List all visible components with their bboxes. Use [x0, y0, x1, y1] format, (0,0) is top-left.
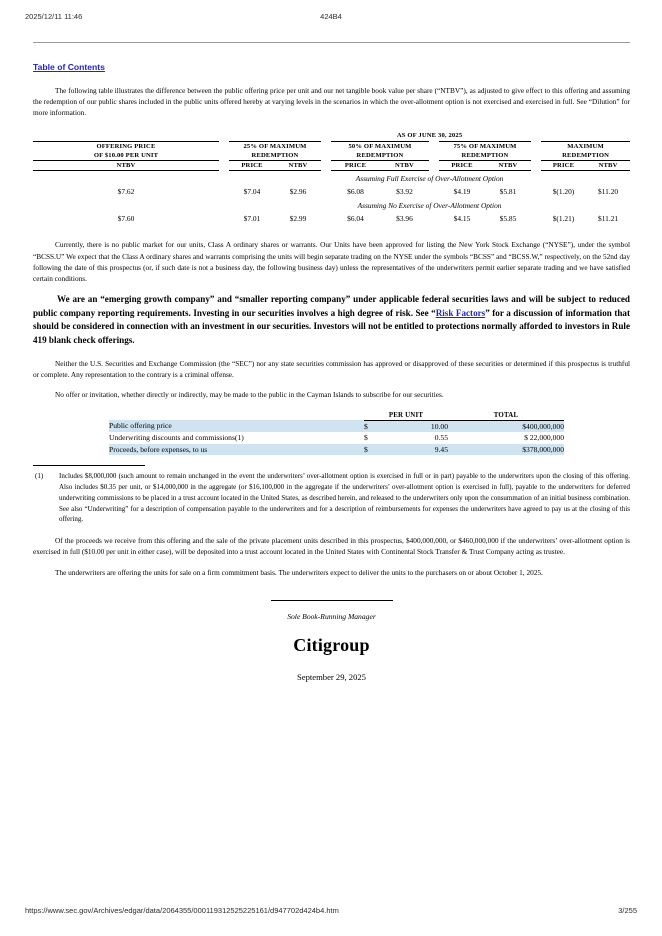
pricing-label-public-offering-price: Public offering price	[109, 420, 364, 432]
prospectus-date: September 29, 2025	[297, 671, 366, 682]
dilution-value-offering-ntbv-0: $7.62	[117, 187, 135, 197]
dilution-asof-row	[33, 132, 630, 142]
dilution-value-0-5: $5.81	[499, 187, 517, 197]
dilution-table-container	[33, 132, 630, 226]
dilution-sub-50-ntbv: NTBV	[380, 160, 429, 171]
cayman-islands-paragraph: No offer or invitation, whether directly or indirectly, may be made to the public in the Cayman Islands to subscribe for our securities.	[55, 390, 444, 400]
dilution-group-header-50: 50% OF MAXIMUM REDEMPTION	[331, 141, 429, 160]
dilution-value-0-3: $3.92	[396, 187, 413, 197]
pricing-total-2: $378,000,000	[448, 444, 564, 456]
underwriter-name: Citigroup	[293, 634, 370, 655]
emerging-growth-company-paragraph	[33, 293, 630, 347]
table-row	[109, 432, 564, 444]
pricing-label-underwriting-discounts: Underwriting discounts and commissions(1)	[109, 432, 364, 444]
pricing-currency-0: $	[364, 420, 378, 432]
market-paragraph: Currently, there is no public market for our units, Class A ordinary shares or warrants. Our Units have been approved for listing the New York Stock Exchange (“NYSE”), under the symbol “BCSS.U” We expect that the Class A ordinary shares and warrants comprising the units will begin separate trading on the NYSE under the symbols “BCSS” and “BCSS.W,” respectively, on the 52nd day following the date of this prospectus (or, if such date is not a business day, the following business day) unless the representatives of the underwriters permit earlier separate trading and we have satisfied certain conditions.	[33, 240, 630, 284]
dilution-sub-25-price: PRICE	[229, 160, 275, 171]
dilution-sub-header-row	[33, 160, 630, 171]
dilution-value-1-4: $4.15	[453, 214, 471, 224]
proceeds-paragraph: Of the proceeds we receive from this offering and the sale of the private placement units described in this prospectus, $400,000,000, or $460,000,000 if the underwriters’ over-allotment option is exercised in full ($10.00 per unit in either case), will be deposited into a trust account located in the United States with Continental Stock Transfer & Trust Company acting as trustee.	[33, 536, 630, 557]
pricing-total-0: $400,000,000	[448, 420, 564, 432]
egc-text-part2: ” for a discussion of information that should be considered in connection with an investment in our securities. Investors will not be entitled to protections normally afforded to investors in Rule 419 blank check offerings.	[33, 307, 630, 346]
dilution-sub-max-ntbv: NTBV	[586, 160, 630, 171]
pricing-per-unit-2: 9.45	[378, 444, 448, 456]
dilution-value-1-6: $(1.21)	[552, 214, 575, 224]
dilution-sub-75-price: PRICE	[439, 160, 485, 171]
footnote-text: Includes $8,000,000 (such amount to remain unchanged in the event the underwriters’ over-allotment option is exercised in full or in part) payable to the underwriters upon the closing of this offering. Also includes $0.35 per unit, or $14,000,000 in the aggregate (or $16,100,000 in the aggregate if the underwriters’ over-allotment option is exercised in full), payable to the underwriters for deferred underwriting commissions to be placed in a trust account located in the United States, as described herein, and released to the underwriters only upon the consummation of an initial business combination. See also “Underwriting” for a description of compensation payable to the underwriters and for a description of reimbursements for expenses the underwriters have agreed to pay us at the closing of this offering.	[59, 472, 630, 524]
table-row	[109, 444, 564, 456]
dilution-value-0-4: $4.19	[453, 187, 471, 197]
dilution-section-caption-row	[33, 198, 630, 212]
pricing-header-row	[109, 412, 564, 420]
pricing-total-1: $ 22,000,000	[448, 432, 564, 444]
dilution-value-1-3: $3.96	[396, 214, 413, 224]
footnote-row	[33, 471, 630, 525]
dilution-value-0-1: $2.96	[289, 187, 307, 197]
dilution-group-header-row	[33, 141, 630, 160]
dilution-sub-75-ntbv: NTBV	[485, 160, 531, 171]
dilution-table	[33, 132, 630, 226]
pricing-table	[109, 412, 564, 455]
table-row	[33, 212, 630, 225]
dilution-value-1-7: $11.21	[598, 214, 619, 224]
dilution-value-1-5: $5.85	[499, 214, 517, 224]
page-number: 3/255	[618, 906, 637, 915]
table-row	[109, 420, 564, 432]
pricing-label-proceeds: Proceeds, before expenses, to us	[109, 444, 364, 456]
manager-block	[33, 600, 630, 682]
dilution-group-header-max: MAXIMUM REDEMPTION	[541, 141, 630, 160]
pricing-per-unit-1: 0.55	[378, 432, 448, 444]
pricing-currency-1: $	[364, 432, 378, 444]
dilution-value-0-2: $6.08	[347, 187, 364, 197]
dilution-value-1-2: $6.04	[347, 214, 364, 224]
dilution-sub-ntbv: NTBV	[33, 160, 219, 171]
sec-disclaimer-paragraph: Neither the U.S. Securities and Exchange Commission (the “SEC”) nor any state securities commission has approved or disapproved of these securities or determined if this prospectus is truthful or complete. Any representation to the contrary is a criminal offense.	[33, 358, 630, 379]
dilution-value-0-6: $(1.20)	[552, 187, 575, 197]
dilution-group-header-75: 75% OF MAXIMUM REDEMPTION	[439, 141, 531, 160]
intro-paragraph: The following table illustrates the difference between the public offering price per unit and our net tangible book value per share (“NTBV”), as adjusted to give effect to this offering and assuming the redemption of our public shares included in the public units offered hereby at varying levels in the scenarios in which the over-allotment option is not exercised and exercised in full. See “Dilution” for more information.	[33, 86, 630, 118]
sole-book-running-manager-label: Sole Book-Running Manager	[287, 611, 376, 621]
pricing-currency-2: $	[364, 444, 378, 456]
dilution-group-header-25: 25% OF MAXIMUM REDEMPTION	[229, 141, 321, 160]
egc-text-part1: We are an “emerging growth company” and “smaller reporting company” under applicable federal securities laws and will be subject to reduced public company reporting requirements. Investing in our securities involves a high degree of risk. See “	[33, 294, 630, 318]
print-datetime: 2025/12/11 11:46	[25, 12, 83, 21]
pricing-per-unit-0: 10.00	[378, 420, 448, 432]
dilution-value-0-0: $7.04	[243, 187, 261, 197]
browser-print-header	[0, 12, 662, 26]
delivery-paragraph: The underwriters are offering the units for sale on a firm commitment basis. The underwriters expect to deliver the units to the purchasers on or about October 1, 2025.	[55, 567, 543, 577]
table-row	[33, 185, 630, 198]
dilution-section-caption-row	[33, 171, 630, 186]
document-url: https://www.sec.gov/Archives/edgar/data/2064355/000119312525225161/d947702d424b4.htm	[25, 906, 339, 915]
dilution-sub-50-price: PRICE	[331, 160, 380, 171]
pricing-header-per-unit: PER UNIT	[364, 412, 448, 420]
risk-factors-link[interactable]: Risk Factors	[435, 307, 486, 318]
dilution-asof-label: AS OF JUNE 30, 2025	[396, 131, 463, 139]
dilution-sub-max-price: PRICE	[541, 160, 586, 171]
dilution-caption-full-exercise: Assuming Full Exercise of Over-Allotment Option	[355, 174, 504, 184]
document-page	[33, 42, 630, 682]
dilution-caption-no-exercise: Assuming No Exercise of Over-Allotment Option	[357, 201, 502, 211]
pricing-table-container	[33, 412, 630, 455]
print-form-type: 424B4	[320, 12, 342, 21]
dilution-value-1-1: $2.99	[289, 214, 307, 224]
dilution-offering-price-header: OFFERING PRICE OF $10.00 PER UNIT	[33, 141, 219, 160]
browser-print-footer	[0, 906, 662, 920]
pricing-header-total: TOTAL	[448, 412, 564, 420]
header-divider	[33, 42, 630, 43]
dilution-value-1-0: $7.01	[243, 214, 261, 224]
manager-divider	[271, 600, 393, 601]
dilution-value-0-7: $11.20	[598, 187, 619, 197]
pricing-header-blank	[109, 412, 364, 420]
dilution-value-offering-ntbv-1: $7.60	[117, 214, 135, 224]
dilution-sub-25-ntbv: NTBV	[275, 160, 321, 171]
footnote-marker: (1)	[35, 472, 44, 481]
table-of-contents-link[interactable]: Table of Contents	[33, 62, 105, 72]
